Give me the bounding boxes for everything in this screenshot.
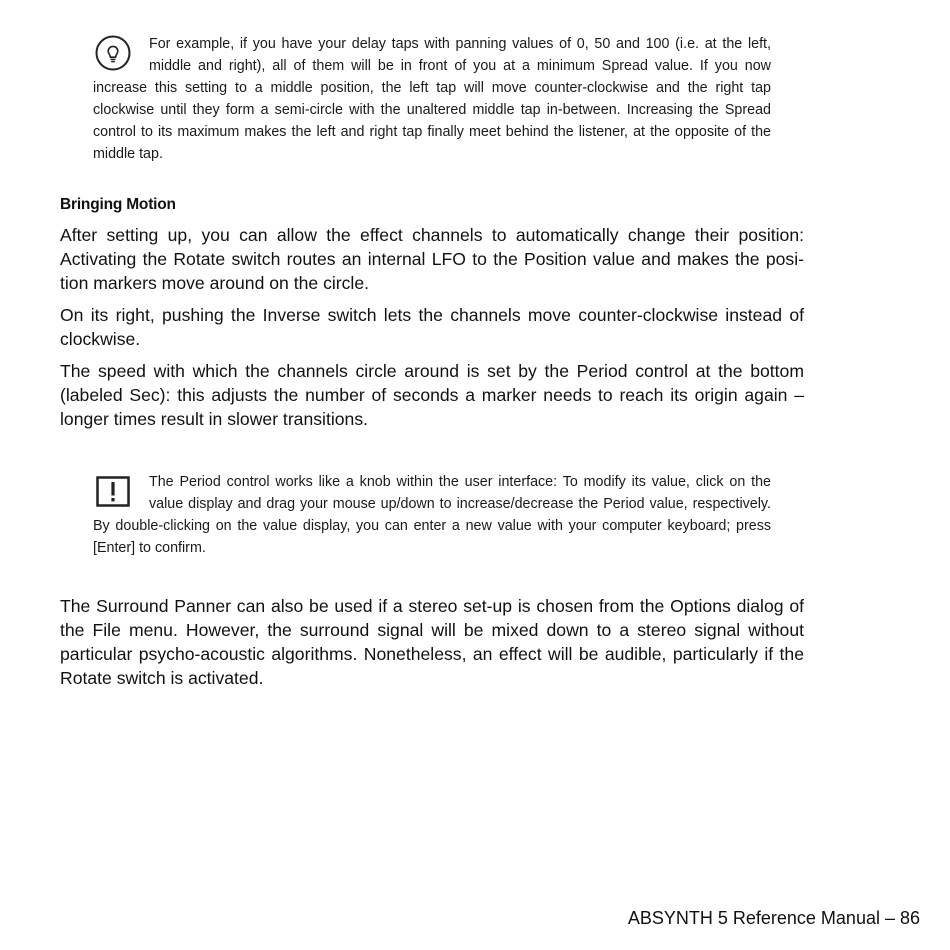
paragraph-rotate: After setting up, you can allow the effect channels to automatically change their position: Activating the Rotate switch routes an internal LFO to the Position value and makes the posi-tion markers move around on the circle. bbox=[60, 225, 804, 293]
lightbulb-icon bbox=[95, 35, 131, 71]
warning-note bbox=[93, 471, 771, 559]
warning-note-text: The Period control works like a knob within the user interface: To modify its value, click on the value display and drag your mouse up/down to increase/decrease the Period value, respectively. By double-clicking on the value display, you can enter a new value with your computer keyboard; press [Enter] to confirm. bbox=[93, 474, 771, 556]
paragraph-period: The speed with which the channels circle around is set by the Period control at the bottom (labeled Sec): this adjusts the number of seconds a marker needs to reach its origin again – longer times result in slower transitions. bbox=[60, 361, 804, 429]
paragraph-surround-stereo: The Surround Panner can also be used if a stereo set-up is chosen from the Options dialog of the File menu. However, the surround signal will be mixed down to a stereo signal without particular psycho-acoustic algorithms. Nonetheless, an effect will be audible, particularly if the Rotate switch is activated. bbox=[60, 596, 804, 688]
exclamation-icon bbox=[95, 473, 131, 509]
section-heading: Bringing Motion bbox=[60, 196, 176, 213]
paragraph-inverse: On its right, pushing the Inverse switch lets the channels move counter-clockwise instead of clockwise. bbox=[60, 305, 804, 349]
tip-note bbox=[93, 33, 771, 165]
tip-note-text: For example, if you have your delay taps with panning values of 0, 50 and 100 (i.e. at the left, middle and right), all of them will be in front of you at a minimum Spread value. If you now increase this setting to a middle position, the left tap will move counter-clockwise and the right tap clockwise until they form a semi-circle with the unaltered middle tap in-between. Increasing the Spread control to its maximum makes the left and right tap finally meet behind the listener, at the opposite of the middle tap. bbox=[93, 36, 771, 162]
page-footer: ABSYNTH 5 Reference Manual – 86 bbox=[627, 908, 920, 928]
